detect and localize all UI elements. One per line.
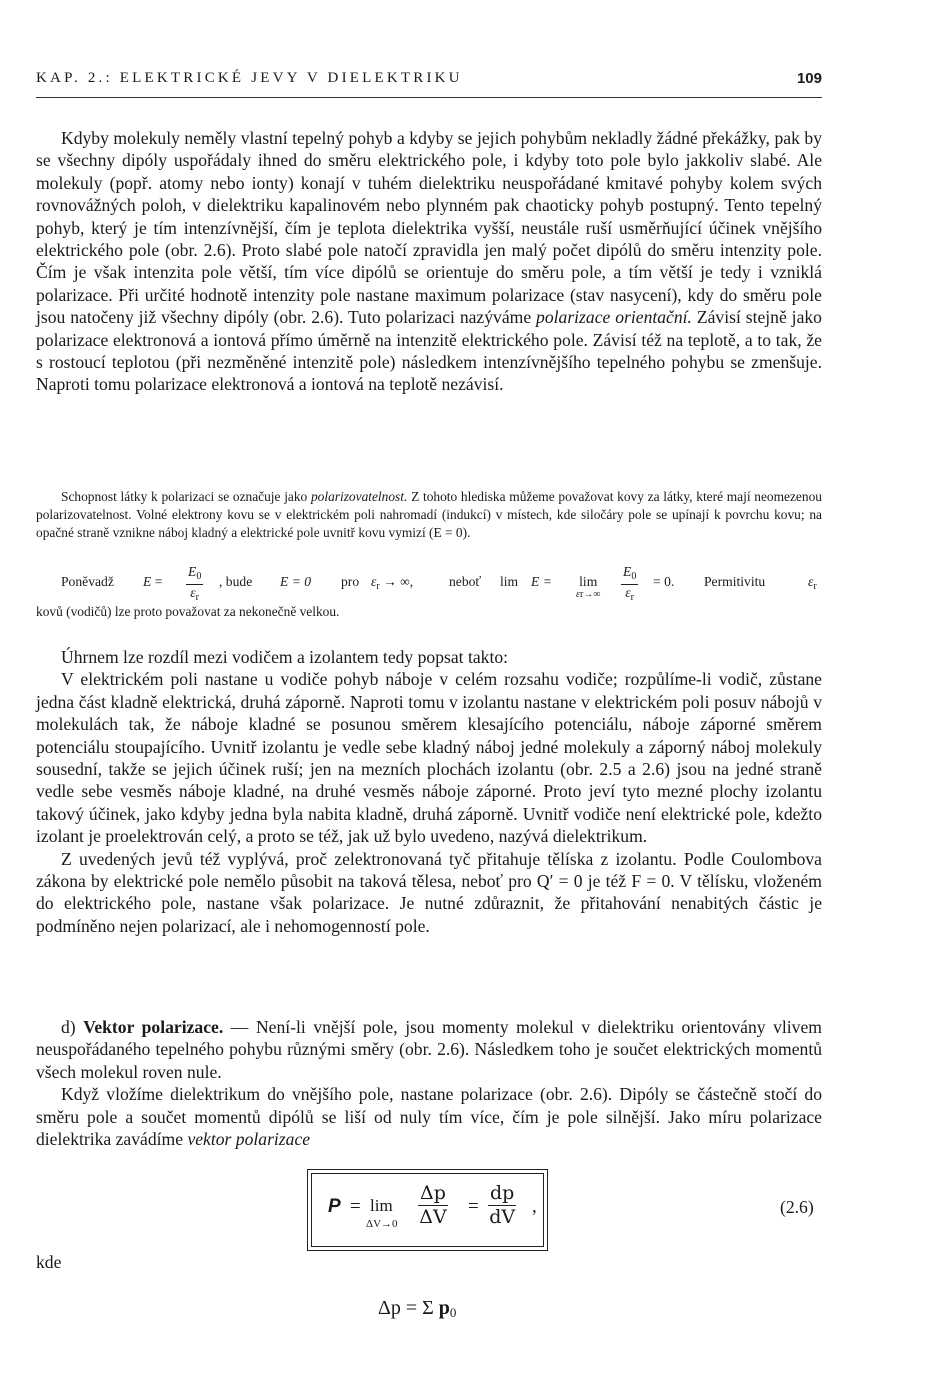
equation-number: (2.6)	[780, 1197, 814, 1217]
p2-first: Úhrnem lze rozdíl mezi vodičem a izolantem tedy popsat takto:	[61, 647, 509, 667]
formula-frac-2	[488, 1182, 516, 1229]
note-text-a: Schopnost látky k polarizaci se označuje jako	[61, 489, 308, 504]
page-number: 109	[796, 70, 822, 87]
header-rule	[36, 97, 822, 98]
paragraph-orientation	[36, 127, 822, 396]
term-polarization-vector: vektor polarizace	[187, 1129, 311, 1150]
formula-P: P	[328, 1196, 341, 1217]
fraction-E0-eps-2	[621, 564, 638, 605]
math-eq: =	[154, 574, 163, 589]
dp-sub: 0	[449, 1305, 457, 1320]
lim-sub-eps: ε	[576, 589, 580, 600]
formula-lim: lim	[370, 1196, 393, 1215]
paragraph-summary	[36, 646, 822, 937]
p2-second: V elektrickém poli nastane u vodiče pohyb náboje v celém rozsahu vodiče; rozpůlíme-li vodič, zůstane jedna část kladně elektrická, druhá záporně. Naproti tomu v izolantu nastane v elektrickém poli posuv nábojů v molekulách tak, že náboje kladné se posunou směrem klesajícího potenciálu, náboje záporné směrem potenciálu stoupajícího. Uvnitř izolantu je vedle sebe kladný náboj jedné molekuly a záporný náboj molekuly sousední, takže se jejich účinek ruší; jen na mezních plochách izolantu (obr. 2.5 a 2.6) jsou na jedné straně vedle sebe vesměs náboje kladné, na druhé vesměs náboje záporné. Proto jeví tyto mezné plochy izolantu takový účinek, jako kdyby jedna byla nabita kladně, druhá záporně. Uvnitř vodiče není elektrické pole, kdežto izolant je proelektrován celý, a proto se též, jak už bylo uvedeno, nazývá dielektrikum.	[36, 669, 822, 847]
formula-eq1: =	[350, 1196, 361, 1217]
formula-lim-sub: ΔV→0	[366, 1218, 398, 1230]
frac2-num-E: E	[623, 564, 632, 579]
frac-den-sub: r	[195, 592, 199, 603]
dp-rhs: p	[438, 1297, 450, 1319]
math-lim-E: E =	[531, 574, 552, 589]
frac-den-eps: ε	[190, 585, 196, 600]
section-d-label: d)	[61, 1017, 76, 1037]
section-d-heading: Vektor polarizace.	[83, 1017, 224, 1037]
p1-text-b: Závisí stejně jako polarizace elektronová a iontová přímo úměrně na intenzitě elektrického pole. Závisí též na teplotě, a to tak, že s rostoucí teplotou (při nezměněné intenzitě pole) následkem intenzívnějšího tepelného pohybu se zmenšuje. Naproti tomu polarizace elektronová a iontová na teplotě nezávisí.	[36, 307, 822, 395]
math-cond-sub: r	[376, 581, 380, 592]
frac-num-sub: 0	[196, 571, 202, 582]
frac2-den-sub: r	[630, 592, 634, 603]
running-title: KAP. 2.: ELEKTRICKÉ JEVY V DIELEKTRIKU	[36, 70, 463, 86]
note-last-line	[36, 603, 822, 621]
math-pro: pro	[341, 574, 360, 589]
formula-eq2: =	[468, 1196, 479, 1217]
note-math-line	[36, 560, 822, 606]
dp-eq: = Σ	[405, 1297, 434, 1319]
equation-delta-p	[378, 1297, 456, 1321]
section-d	[36, 1016, 822, 1150]
p1-text-a: Kdyby molekuly neměly vlastní tepelný pohyb a kdyby se jejich pohybům nekladly žádné překážky, pak by se všechny dipóly uspořádaly ihned do směru elektrického pole, i kdyby toto pole bylo jakkoliv slabé. Ale molekuly (popř. atomy nebo ionty) konají v tuhém dielektriku neuspořádané kmitavé pohyby kolem svých rovnovážných poloh, v dielektriku kapalinovém nebo plynném pak chaoticky pohyb postupný. Tento tepelný pohyb, který je tím intenzívnější, čím je teplota dielektrika vyšší, neustále ruší usměrňující účinek vnějšího elektrického pole (obr. 2.6). Proto slabé pole natočí zpravidla jen malý počet dipólů do směru intenzity pole. Čím je však intenzita pole větší, tím více dipólů se orientuje do směru pole, a tím větší je tedy i vzniklá polarizace. Při určité hodnotě intenzity pole nastane maximum polarizace (stav nasycení), kdy do směru pole jsou natočeny již všechny dipóly (obr. 2.6). Tuto polarizaci nazýváme	[36, 128, 822, 328]
math-cond-eps: ε	[371, 574, 377, 589]
lim-operator	[576, 574, 600, 601]
lim-sub-r: r	[579, 589, 584, 600]
formula-den1: ΔV	[419, 1206, 447, 1228]
term-orientation-polarization: polarizace orientační.	[536, 307, 692, 328]
note-polarizability	[36, 488, 822, 541]
math-perm: Permitivitu	[704, 574, 766, 589]
note-text-b: Z tohoto hlediska můžeme považovat kovy za látky, které mají neomezenou polarizovatelnost. Volné elektrony kovu se v elektrickém poli nahromadí (indukcí) v místech, kde siločáry pole se upínají k povrchu kovu; na opačné straně vznikne náboj kladný a elektrické pole uvnitř kovu vymizí (E = 0).	[36, 489, 822, 540]
term-polarizability: polarizovatelnost.	[310, 489, 408, 504]
math-E-zero: E = 0	[280, 574, 312, 589]
dp-lhs: Δp	[378, 1297, 401, 1319]
math-arrow-inf: → ∞,	[383, 574, 414, 589]
formula-den2: dV	[489, 1206, 516, 1228]
fraction-E0-eps	[186, 564, 203, 605]
math-perm-eps: ε	[808, 574, 814, 589]
math-eq-zero: = 0.	[653, 574, 675, 589]
math-lim-1: lim	[500, 574, 519, 589]
section-d-text: — Není-li vnější pole, jsou momenty molekul v dielektriku orientovány vlivem neuspořádaného tepelného pohybu různými směry (obr. 2.6). Následkem toho je součet elektrických momentů všech molekul roven nule.	[36, 1017, 822, 1082]
running-head	[36, 70, 822, 92]
note-last-line-text: kovů (vodičů) lze proto považovat za nekonečně velkou.	[36, 604, 340, 619]
formula-num1: Δp	[420, 1182, 446, 1204]
p2-third: Z uvedených jevů též vyplývá, proč zelektronovaná tyč přitahuje tělíska z izolantu. Podle Coulombova zákona by elektrické pole nemělo působit na taková tělesa, neboť pro Q′ = 0 je též F = 0. V tělísku, vloženém do elektrického pole, nastane však polarizace. Je nutné zdůraznit, že přitahování nenabitých částic je podmíněno nejen polarizací, ale i nehomogenností pole.	[36, 848, 822, 936]
formula-comma: ,	[532, 1196, 537, 1217]
math-nebot: neboť	[449, 574, 482, 589]
section-d-next: Když vložíme dielektrikum do vnějšího pole, nastane polarizace (obr. 2.6). Dipóly se částečně stočí do směru pole a součet momentů dipólů se liší od nuly tím více, čím je pole silnější. Jako míru polarizace dielektrika zavádíme	[36, 1084, 822, 1150]
math-E: E	[143, 574, 152, 589]
formula-box	[307, 1169, 548, 1251]
lim-sub-inf: →∞	[583, 589, 601, 600]
math-bude: , bude	[219, 574, 253, 589]
math-lead: Poněvadž	[61, 574, 114, 589]
frac2-num-sub: 0	[631, 571, 637, 582]
math-perm-sub: r	[813, 581, 817, 592]
word-kde: kde	[36, 1252, 62, 1272]
formula-num2: dp	[490, 1182, 515, 1204]
frac-num-E: E	[188, 564, 197, 579]
formula-frac-1	[418, 1182, 448, 1229]
frac2-den-eps: ε	[625, 585, 631, 600]
math-lim-2: lim	[579, 574, 598, 589]
